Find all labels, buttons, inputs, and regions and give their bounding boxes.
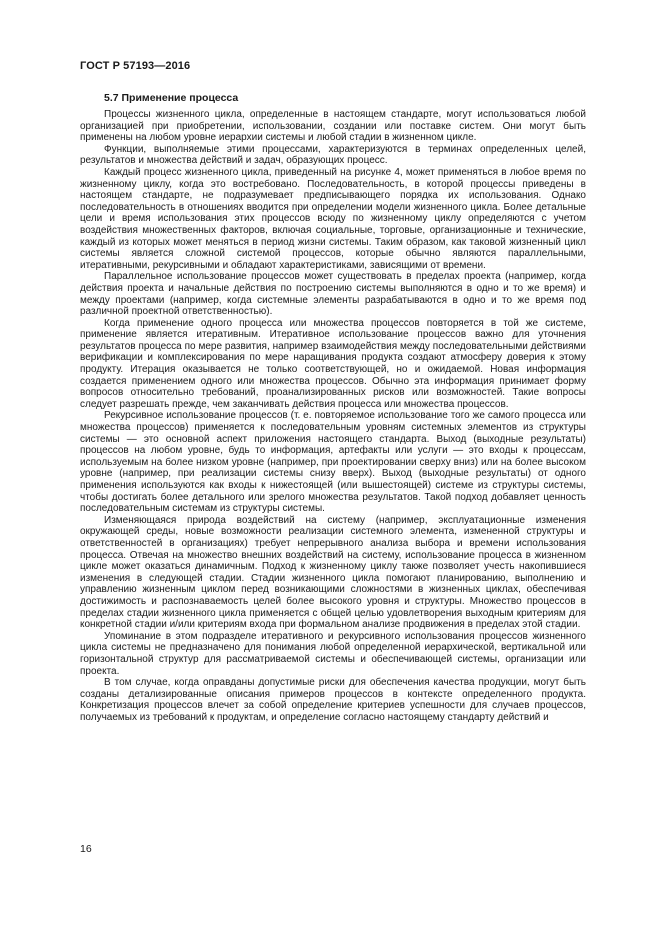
paragraph: В том случае, когда оправданы допустимые риски для обеспечения качества продукции, могут быть созданы детализированные описания примеров процессов в контексте определенного продукта. Конкретизация процессов влечет за собой определение критериев успешности для случаев процессов, получаемых из требований к продуктам, и определение согласно настоящему стандарту действий и <box>80 677 586 723</box>
page-number: 16 <box>80 843 92 855</box>
body-text <box>80 109 586 723</box>
paragraph: Параллельное использование процессов может существовать в пределах проекта (например, когда действия проекта и начальные действия по построению системы выполняются в одно и то же время) и между проектами (например, когда системные элементы разрабатываются в одно и то же время под различной проектной ответственностью). <box>80 271 586 318</box>
document-header: ГОСТ Р 57193—2016 <box>80 60 191 72</box>
paragraph: Процессы жизненного цикла, определенные в настоящем стандарте, могут использоваться любой организацией при приобретении, использовании, создании или поставке систем. Они могут быть применены на любом уровне иерархии системы и любой стадии в жизненном цикле. <box>80 109 586 144</box>
paragraph: Когда применение одного процесса или множества процессов повторяется в той же системе, применение является итеративным. Итеративное использование процессов важно для уточнения результатов процесса по мере развития, например взаимодействия между последовательными действиями верификации и комплексирования по мере наращивания продукта создают атмосферу доверия к этому продукту. Итерация оказывается не только соответствующей, но и ожидаемой. Новая информация создается применением одного или множества процессов. Обычно эта информация принимает форму вопросов относительно требований, проанализированных рисков или возможностей. Такие вопросы следует разрешать прежде, чем заканчивать действия процесса или множества процессов. <box>80 317 586 410</box>
paragraph: Функции, выполняемые этими процессами, характеризуются в терминах определенных целей, результатов и множества действий и задач, образующих процесс. <box>80 143 586 167</box>
section-title: 5.7 Применение процесса <box>104 92 239 104</box>
paragraph: Каждый процесс жизненного цикла, приведенный на рисунке 4, может применяться в любое время по жизненному циклу, когда это востребовано. Последовательность, в которой процессы приведены в настоящем стандарте, не подразумевает предписывающего порядка их использования. Однако последовательность в отношениях вводится при определении модели жизненного цикла. Более детальные цели и время использования этих процессов всюду по жизненному циклу определяются с учетом воздействия множественных факторов, включая социальные, торговые, организационные и технические, каждый из которых может меняться в период жизни системы. Таким образом, как таковой жизненный цикл системы является сложной системой процессов, которые обычно являются параллельными, итеративными, рекурсивными и обладают характеристиками, зависящими от времени. <box>80 166 586 271</box>
paragraph: Упоминание в этом подразделе итеративного и рекурсивного использования процессов жизненного цикла системы не предназначено для понимания любой определенной иерархической, вертикальной или горизонтальной структур для рассматриваемой системы и обеспечивающей системы, организации или проекта. <box>80 630 586 677</box>
paragraph: Изменяющаяся природа воздействий на систему (например, эксплуатационные изменения окружающей среды, новые возможности реализации системного элемента, измененной структуры и ответственностей в организациях) требует непрерывного анализа выбора и времени использования процесса. Отвечая на множество внешних воздействий на систему, использование процесса в жизненном цикле может оказаться динамичным. Подход к жизненному циклу также позволяет учесть накопившиеся изменения в следующей стадии. Стадии жизненного цикла помогают планированию, выполнению и управлению жизненным циклом перед возникающими сложностями в жизненных циклах, обеспечивая достижимость и распознаваемость целей более высокого уровня и структуры. Множество процессов в пределах стадии жизненного цикла применяется с общей целью удовлетворения выходным критериям для конкретной стадии и/или критериям входа при формальном анализе продвижения в пределах этой стадии. <box>80 514 586 631</box>
paragraph: Рекурсивное использование процессов (т. е. повторяемое использование того же самого процесса или множества процессов) применяется к последовательным уровням системных элементов из структуры системы — это основной аспект приложения настоящего стандарта. Выход (выходные результаты) процессов на любом уровне, будь то информация, артефакты или услуги — это входы к процессам, используемым на более низком уровне (например, при проектировании сверху вниз) или на более высоком уровне (например, при реализации системы снизу вверх). Выход (выходные результаты) от одного применения используются как входы к нижестоящей (или вышестоящей) системе из структуры системы, чтобы достигать более детального или зрелого множества результатов. Такой подход добавляет ценность последовательным системам из структуры системы. <box>80 410 586 515</box>
